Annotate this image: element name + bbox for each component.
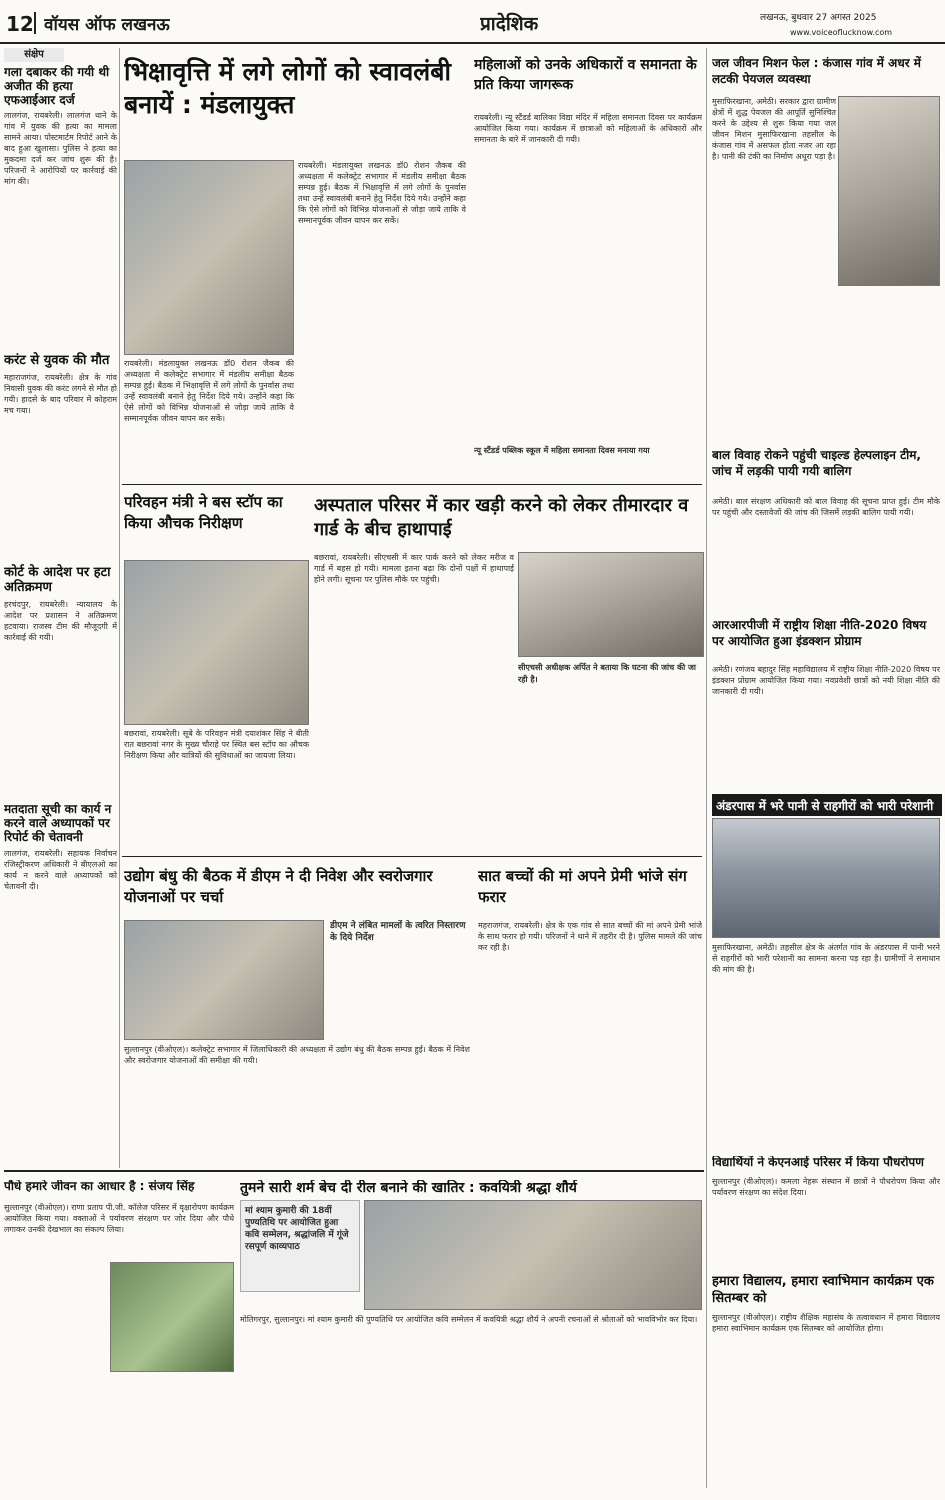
water-story-headline: जल जीवन मिशन फेल : कंजास गांव में अधर में लटकी पेयजल व्यवस्था bbox=[712, 56, 921, 86]
water-story-body: मुसाफिरखाना, अमेठी। सरकार द्वारा ग्रामीण क्षेत्रों में शुद्ध पेयजल की आपूर्ति सुनिश्चित करने के उद्देश्य से शुरू किया गया जल जीवन मिशन मुसाफिरखाना तहसील के कंजास गांव में असफल होता नजर आ रहा है। पानी की टंकी का निर्माण अधूरा पड़ा है। bbox=[712, 97, 836, 161]
tree-story-headline: विद्यार्थियों ने केएनआई परिसर में किया पौधरोपण bbox=[712, 1156, 924, 1169]
column-divider bbox=[119, 48, 120, 1168]
brief-1-body: लालगंज, रायबरेली। लालगंज थाने के गांव में युवक की हत्या का मामला सामने आया। पोस्टमार्टम रिपोर्ट आने के बाद हुआ खुलासा। पुलिस ने हत्या का मुकदमा दर्ज कर जांच शुरू की है। परिजनों ने आरोपियों पर कार्रवाई की मांग की। bbox=[4, 111, 117, 187]
left-brief-column bbox=[4, 48, 117, 1168]
section-divider bbox=[4, 1170, 704, 1172]
child-story-headline: बाल विवाह रोकने पहुंची चाइल्ड हेल्पलाइन टीम, जांच में लड़की पायी गयी बालिग bbox=[712, 448, 921, 478]
udyog-story-headline: उद्योग बंधु की बैठक में डीएम ने दी निवेश और स्वरोजगार योजनाओं पर चर्चा bbox=[124, 867, 433, 906]
poet-photo bbox=[364, 1200, 702, 1310]
brief-3-body: हरचंदपुर, रायबरेली। न्यायालय के आदेश पर प्रशासन ने अतिक्रमण हटवाया। राजस्व टीम की मौजूदगी में कार्रवाई की गयी। bbox=[4, 600, 117, 643]
brief-2-body: महाराजगंज, रायबरेली। क्षेत्र के गांव निवासी युवक की करंट लगने से मौत हो गयी। हादसे के बाद परिवार में कोहराम मच गया। bbox=[4, 373, 117, 416]
women-story-headline: महिलाओं को उनके अधिकारों व समानता के प्रति किया जागरूक bbox=[474, 57, 697, 93]
hospital-caption: सीएचसी अधीक्षक अर्पित ने बताया कि घटना की जांच की जा रही है। bbox=[518, 663, 696, 684]
mother-story-body: महराजगंज, रायबरेली। क्षेत्र के एक गांव से सात बच्चों की मां अपने प्रेमी भांजे के साथ फरार हो गयी। परिजनों ने थाने में तहरीर दी है। पुलिस मामले की जांच कर रही है। bbox=[478, 921, 702, 952]
plant-story-body: सुल्तानपुर (वीओएल)। राणा प्रताप पी.जी. कॉलेज परिसर में वृक्षारोपण कार्यक्रम आयोजित किया गया। वक्ताओं ने पर्यावरण संरक्षण पर जोर दिया और पौधे लगाकर उनकी देखभाल का संकल्प लिया। bbox=[4, 1203, 234, 1234]
poet-subhead-box bbox=[240, 1200, 360, 1292]
website: www.voiceoflucknow.com bbox=[790, 28, 893, 37]
udyog-subhead: डीएम ने लंबित मामलों के त्वरित निस्तारण के दिये निर्देश bbox=[330, 921, 466, 943]
page-header bbox=[0, 0, 945, 44]
underpass-story-headline: अंडरपास में भरे पानी से राहगीरों को भारी परेशानी bbox=[716, 799, 934, 813]
poet-subhead: मां श्याम कुमारी की 18वीं पुण्यतिथि पर आयोजित हुआ कवि सम्मेलन, श्रद्धांजलि में गूंजे रसपूर्ण काव्यपाठ bbox=[245, 1206, 349, 1252]
underpass-photo bbox=[712, 818, 940, 938]
section-divider bbox=[122, 484, 702, 485]
women-story-caption: न्यू स्टैंडर्ड पब्लिक स्कूल में महिला समानता दिवस मनाया गया bbox=[474, 446, 650, 455]
school-story-body: सुल्तानपुर (वीओएल)। राष्ट्रीय शैक्षिक महासंघ के तत्वावधान में हमारा विद्यालय हमारा स्वाभिमान कार्यक्रम एक सितम्बर को आयोजित होगा। bbox=[712, 1313, 940, 1333]
transport-photo bbox=[124, 560, 309, 725]
brief-3-headline: कोर्ट के आदेश पर हटा अतिक्रमण bbox=[4, 565, 111, 596]
main-story-photo bbox=[124, 160, 294, 355]
plant-photo bbox=[110, 1262, 234, 1372]
brief-4-body: लालगंज, रायबरेली। सहायक निर्वाचन रजिस्ट्रीकरण अधिकारी ने बीएलओ का कार्य न करने वाले अध्यापकों को चेतावनी दी। bbox=[4, 848, 117, 891]
poet-story-body: मोतिगरपुर, सुल्तानपुर। मां श्याम कुमारी की पुण्यतिथि पर आयोजित कवि सम्मेलन में कवयित्री श्रद्धा शौर्य ने अपनी रचनाओं से श्रोताओं को भावविभोर कर दिया। bbox=[240, 1315, 698, 1324]
brief-4-headline: मतदाता सूची का कार्य न करने वाले अध्यापकों पर रिपोर्ट की चेतावनी bbox=[4, 802, 112, 844]
transport-story-body: बछरावां, रायबरेली। सूबे के परिवहन मंत्री दयाशंकर सिंह ने बीती रात बछरावां नगर के मुख्य चौराहे पर स्थित बस स्टॉप का औचक निरीक्षण किया और यात्रियों की सुविधाओं का जायजा लिया। bbox=[124, 729, 309, 760]
brief-2-headline: करंट से युवक की मौत bbox=[4, 353, 110, 369]
page-number: 12 bbox=[6, 12, 34, 36]
women-story-body: रायबरेली। न्यू स्टैंडर्ड बालिका विद्या मंदिर में महिला समानता दिवस पर कार्यक्रम आयोजित किया गया। कार्यक्रम में छात्राओं को महिलाओं के अधिकारों और समानता के बारे में जानकारी दी गयी। bbox=[474, 113, 702, 144]
dateline: लखनऊ, बुधवार 27 अगस्त 2025 bbox=[760, 13, 877, 23]
section-title: प्रादेशिक bbox=[480, 13, 539, 35]
hospital-story-headline: अस्पताल परिसर में कार खड़ी करने को लेकर तीमारदार व गार्ड के बीच हाथापाई bbox=[314, 495, 689, 541]
transport-story-headline: परिवहन मंत्री ने बस स्टॉप का किया औचक निरीक्षण bbox=[124, 493, 283, 532]
plant-story-headline: पौधे हमारे जीवन का आधार है : संजय सिंह bbox=[4, 1180, 195, 1193]
main-story-headline: भिक्षावृत्ति में लगे लोगों को स्वावलंबी बनायें : मंडलायुक्त bbox=[124, 57, 451, 119]
brief-label: संक्षेप bbox=[4, 48, 64, 62]
column-divider bbox=[706, 48, 707, 1488]
water-tank-photo bbox=[838, 96, 940, 286]
hospital-story-body: बछरावां, रायबरेली। सीएचसी में कार पार्क करने को लेकर मरीज व गार्ड में बहस हो गयी। मामला इतना बढ़ा कि दोनों पक्षों में हाथापाई होने लगी। सूचना पर पुलिस मौके पर पहुंची। bbox=[314, 553, 514, 584]
underpass-story-body: मुसाफिरखाना, अमेठी। तहसील क्षेत्र के अंतर्गत गांव के अंडरपास में पानी भरने से राहगीरों को भारी परेशानी का सामना करना पड़ रहा है। ग्रामीणों ने समाधान की मांग की है। bbox=[712, 943, 940, 974]
udyog-photo bbox=[124, 920, 324, 1040]
udyog-story-body: सुल्तानपुर (वीओएल)। कलेक्ट्रेट सभागार में जिलाधिकारी की अध्यक्षता में उद्योग बंधु की बैठक सम्पन्न हुई। बैठक में निवेश और स्वरोजगार योजनाओं की समीक्षा की गयी। bbox=[124, 1045, 470, 1065]
section-divider bbox=[122, 856, 702, 857]
hospital-photo bbox=[518, 552, 704, 657]
main-story-body: रायबरेली। मंडलायुक्त लखनऊ डॉ0 रोशन जैकब की अध्यक्षता में कलेक्ट्रेट सभागार में मंडलीय समीक्षा बैठक सम्पन्न हुई। बैठक में भिक्षावृत्ति में लगे लोगों के पुनर्वास तथा उन्हें स्वावलंबी बनाने हेतु निर्देश दिये गये। उन्होंने कहा कि ऐसे लोगों को विभिन्न योजनाओं से जोड़ा जाये ताकि वे सम्मानपूर्वक जीवन यापन कर सकें। bbox=[124, 359, 294, 423]
main-story-body-continued: रायबरेली। मंडलायुक्त लखनऊ डॉ0 रोशन जैकब की अध्यक्षता में कलेक्ट्रेट सभागार में मंडलीय समीक्षा बैठक सम्पन्न हुई। बैठक में भिक्षावृत्ति में लगे लोगों के पुनर्वास तथा उन्हें स्वावलंबी बनाने हेतु निर्देश दिये गये। उन्होंने कहा कि ऐसे लोगों को विभिन्न योजनाओं से जोड़ा जाये ताकि वे सम्मानपूर्वक जीवन यापन कर सकें। bbox=[298, 161, 466, 225]
poet-story-headline: तुमने सारी शर्म बेच दी रील बनाने की खातिर : कवयित्री श्रद्धा शौर्य bbox=[240, 1180, 577, 1196]
brief-1-headline: गला दबाकर की गयी थी अजीत की हत्या एफआईआर दर्ज bbox=[4, 65, 110, 107]
nep-story-headline: आरआरपीजी में राष्ट्रीय शिक्षा नीति-2020 विषय पर आयोजित हुआ इंडक्शन प्रोग्राम bbox=[712, 618, 927, 648]
header-divider bbox=[34, 12, 36, 34]
underpass-headline-bar bbox=[712, 794, 942, 816]
tree-story-body: सुल्तानपुर (वीओएल)। कमला नेहरू संस्थान में छात्रों ने पौधरोपण किया और पर्यावरण संरक्षण का संदेश दिया। bbox=[712, 1177, 940, 1197]
masthead: वॉयस ऑफ लखनऊ bbox=[44, 15, 170, 35]
school-story-headline: हमारा विद्यालय, हमारा स्वाभिमान कार्यक्रम एक सितम्बर को bbox=[712, 1274, 934, 1306]
child-story-body: अमेठी। बाल संरक्षण अधिकारी को बाल विवाह की सूचना प्राप्त हुई। टीम मौके पर पहुंची और दस्तावेजों की जांच की जिसमें लड़की बालिग पायी गयी। bbox=[712, 497, 940, 517]
mother-story-headline: सात बच्चों की मां अपने प्रेमी भांजे संग फरार bbox=[478, 867, 687, 906]
nep-story-body: अमेठी। रणंजय बहादुर सिंह महाविद्यालय में राष्ट्रीय शिक्षा नीति-2020 विषय पर इंडक्शन प्रोग्राम आयोजित किया गया। नवप्रवेशी छात्रों को नयी शिक्षा नीति की जानकारी दी गयी। bbox=[712, 665, 940, 696]
